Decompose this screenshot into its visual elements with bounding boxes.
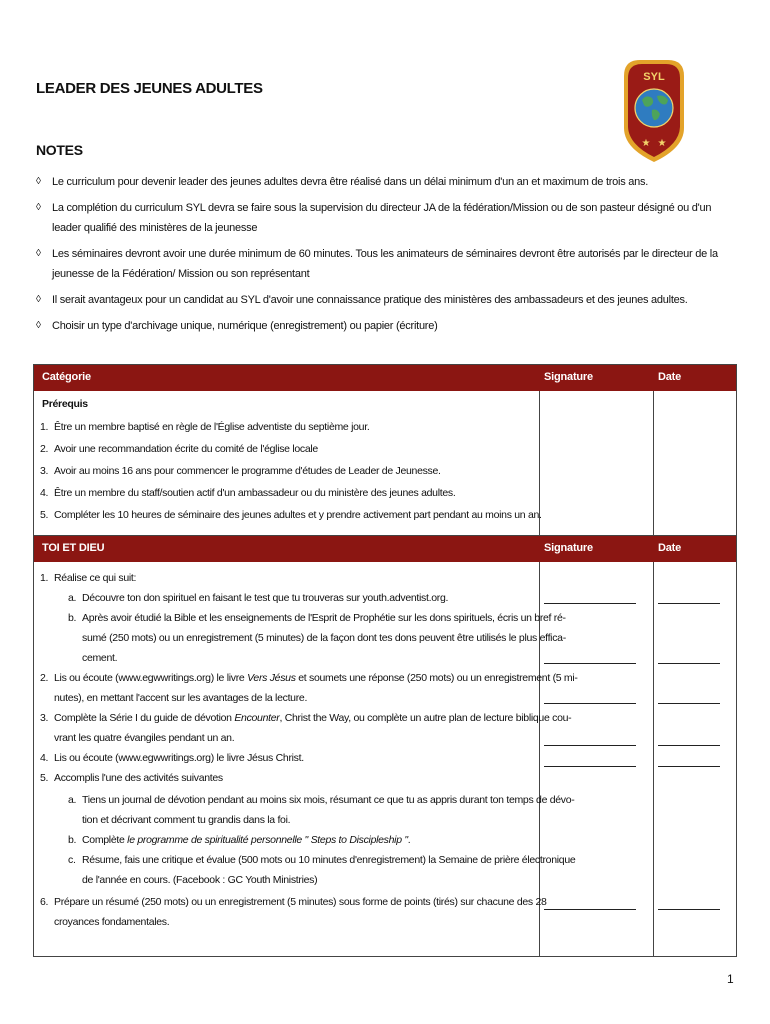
list-item-continuation: nutes), en mettant l'accent sur les avantages de la lecture. [54,692,308,704]
syl-logo [622,58,686,164]
notes-heading: NOTES [36,142,83,158]
table-header [34,365,736,391]
svg-text:★: ★ [657,138,667,149]
header-date: Date [658,371,682,383]
list-item-continuation: tion et décrivant comment tu grandis dans la foi. [82,814,291,826]
list-item-continuation: vrant les quatre évangiles pendant un an. [54,732,235,744]
toi-et-dieu-table: TOI ET DIEU Signature Date 1. Réalise ce qui suit: a. Découvre ton don spirituel en faisant le test que tu trouveras sur youth.adventist.org. b. Après avoir étudié la Bible et les enseignements de l'Esprit de Prophétie sur les dons spirituels, écris un bref ré- sumé (250 mots) ou un enregistrement (5 minutes) de la façon dont tes dons peuvent être utilisés le plus effica- cement. 2. Lis ou écoute (www.egwwritings.org) le livre Vers Jésus et soumets une réponse (250 mots) ou un enregistrement (5 mi- nutes), en mettant l'accent sur les avantages de la lecture. 3. Complète la Série I du guide de dévotion Encounter, Christ the Way, ou complète un autre plan de lecture biblique cou- vrant les quatre évangiles pendant un an. 4. Lis ou écoute (www.egwwritings.org) le livre Jésus Christ. 5. Accomplis l'une des activités suivantes a. Tiens un journal de dévotion pendant au moins six mois, résumant ce que tu as appris durant ton temps de dévo- tion et décrivant comment tu grandis dans la foi. b. Complète le programme de spiritualité personnelle " Steps to Discipleship ". c. Résume, fais une critique et évalue (500 mots ou 10 minutes d'enregistrement) la Semaine de prière électronique de l'année en cours. (Facebook : GC Youth Ministries) 6. Prépare un résumé (250 mots) ou un enregistrement (5 minutes) sous forme de points (tirés) sur chacune des 28 croyances fondamentales. [33,536,737,957]
date-line[interactable] [658,909,720,910]
note-item: ◊ Les séminaires devront avoir une durée minimum de 60 minutes. Tous les animateurs de séminaires devront être autorisés par le directeur de la jeunesse de la Fédération/ Mission ou son représentant [36,248,718,280]
note-item: ◊ Il serait avantageux pour un candidat au SYL d'avoir une connaissance pratique des ministères des ambassadeurs et des jeunes adultes. [36,294,688,306]
logo-text: SYL [643,71,665,83]
signature-line[interactable] [544,745,636,746]
header-category: Catégorie [42,371,91,383]
header-signature: Signature [544,542,593,554]
table-header [34,536,736,562]
date-line[interactable] [658,745,720,746]
prerequisites-table: Catégorie Signature Date Prérequis 1. Être un membre baptisé en règle de l'Église adventiste du septième jour. 2. Avoir une recommandation écrite du comité de l'église locale 3. Avoir au moins 16 ans pour commencer le programme d'études de Leader de Jeunesse. 4. Être un membre du staff/soutien actif d'un ambassadeur ou du ministère des jeunes adultes. 5. Compléter les 10 heures de séminaire des jeunes adultes et y prendre activement part pendant au moins un an. [33,364,737,536]
note-item: ◊ Le curriculum pour devenir leader des jeunes adultes devra être réalisé dans un délai minimum d'un an et maximum de trois ans. [36,176,649,188]
svg-text:★: ★ [641,138,651,149]
signature-line[interactable] [544,663,636,664]
signature-line[interactable] [544,909,636,910]
page-number: 1 [727,972,734,986]
note-item: ◊ Choisir un type d'archivage unique, numérique (enregistrement) ou papier (écriture) [36,320,438,332]
note-item: ◊ La complétion du curriculum SYL devra se faire sous la supervision du directeur JA de la fédération/Mission ou de son pasteur désigné ou d'un leader qualifié des ministères de la jeunesse [36,202,712,234]
signature-line[interactable] [544,703,636,704]
signature-line[interactable] [544,603,636,604]
list-item-continuation: croyances fondamentales. [54,916,170,928]
date-line[interactable] [658,703,720,704]
header-date: Date [658,542,682,554]
header-category: TOI ET DIEU [42,542,105,554]
header-signature: Signature [544,371,593,383]
date-line[interactable] [658,603,720,604]
signature-line[interactable] [544,766,636,767]
date-line[interactable] [658,663,720,664]
list-item-continuation: sumé (250 mots) ou un enregistrement (5 minutes) de la façon dont tes dons peuvent être utilisés le plus effica- [82,632,566,644]
list-item-continuation: cement. [82,652,118,664]
notes-list [36,172,736,342]
date-line[interactable] [658,766,720,767]
page-title: LEADER DES JEUNES ADULTES [36,80,263,97]
section-label: Prérequis [42,398,88,410]
list-item-continuation: de l'année en cours. (Facebook : GC Youth Ministries) [82,874,318,886]
